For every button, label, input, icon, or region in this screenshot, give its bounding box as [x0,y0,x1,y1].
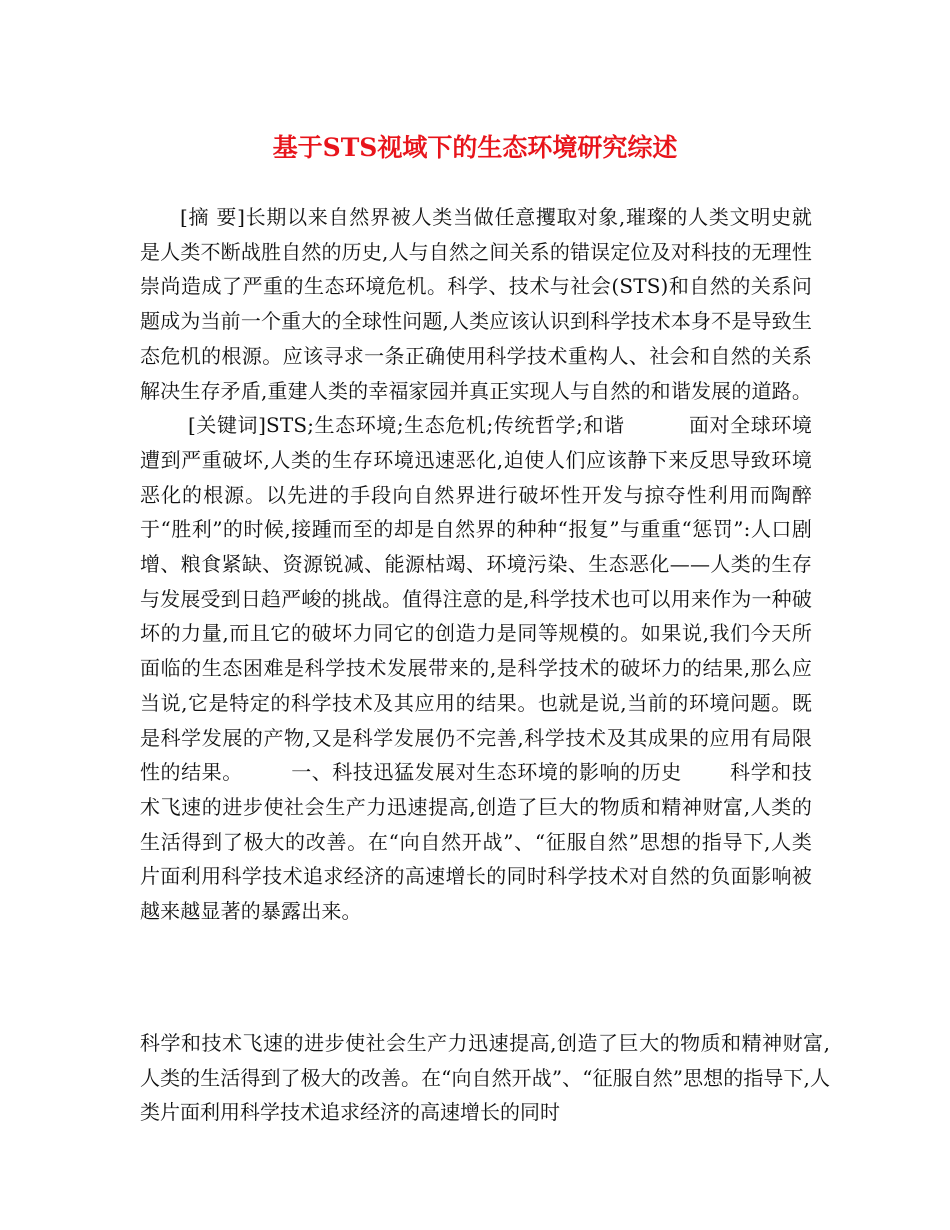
keywords-text: [关键词]STS;生态环境;生态危机;传统哲学;和谐 [188,413,625,438]
section-text: 科学和技术飞速的进步使社会生产力迅速提高,创造了巨大的物质和精神财富,人类的生活得到了极大的改善。在“向自然开战”、“征服自然”思想的指导下,人类片面利用科学技术追求经济的高速增长的同时科学技术对自然的负面影响被越来越显著的暴露出来。 [140,760,812,924]
repeated-paragraph: 科学和技术飞速的进步使社会生产力迅速提高,创造了巨大的物质和精神财富,人类的生活得到了极大的改善。在“向自然开战”、“征服自然”思想的指导下,人类片面利用科学技术追求经济的高速增长的同时 [140,1031,830,1125]
section-heading: 一、科技迅猛发展对生态环境的影响的历史 [290,760,682,785]
document-body [140,200,812,929]
page-title: 基于STS视域下的生态环境研究综述 [272,133,678,162]
intro-text: 面对全球环境遭到严重破坏,人类的生存环境迅速恶化,迫使人们应该静下来反思导致环境恶化的根源。以先进的手段向自然界进行破坏性开发与掠夺性利用而陶醉于“胜利”的时候,接踵而至的却是自然界的种种“报复”与重重“惩罚”:人口剧增、粮食紧缺、资源锐减、能源枯竭、环境污染、生态恶化——人类的生存与发展受到日趋严峻的挑战。值得注意的是,科学技术也可以用来作为一种破坏的力量,而且它的破坏力同它的创造力是同等规模的。如果说,我们今天所面临的生态困难是科学技术发展带来的,是科学技术的破坏力的结果,那么应当说,它是特定的科学技术及其应用的结果。也就是说,当前的环境问题。既是科学发展的产物,又是科学发展仍不完善,科学技术及其成果的应用有局限性的结果。 [140,413,812,785]
abstract-text: [摘 要]长期以来自然界被人类当做任意攫取对象,璀璨的人类文明史就是人类不断战胜自然的历史,人与自然之间关系的错误定位及对科技的无理性崇尚造成了严重的生态环境危机。科学、技术与社会(STS)和自然的关系问题成为当前一个重大的全球性问题,人类应该认识到科学技术本身不是导致生态危机的根源。应该寻求一条正确使用科学技术重构人、社会和自然的关系解决生存矛盾,重建人类的幸福家园并真正实现人与自然的和谐发展的道路。 [140,205,812,403]
